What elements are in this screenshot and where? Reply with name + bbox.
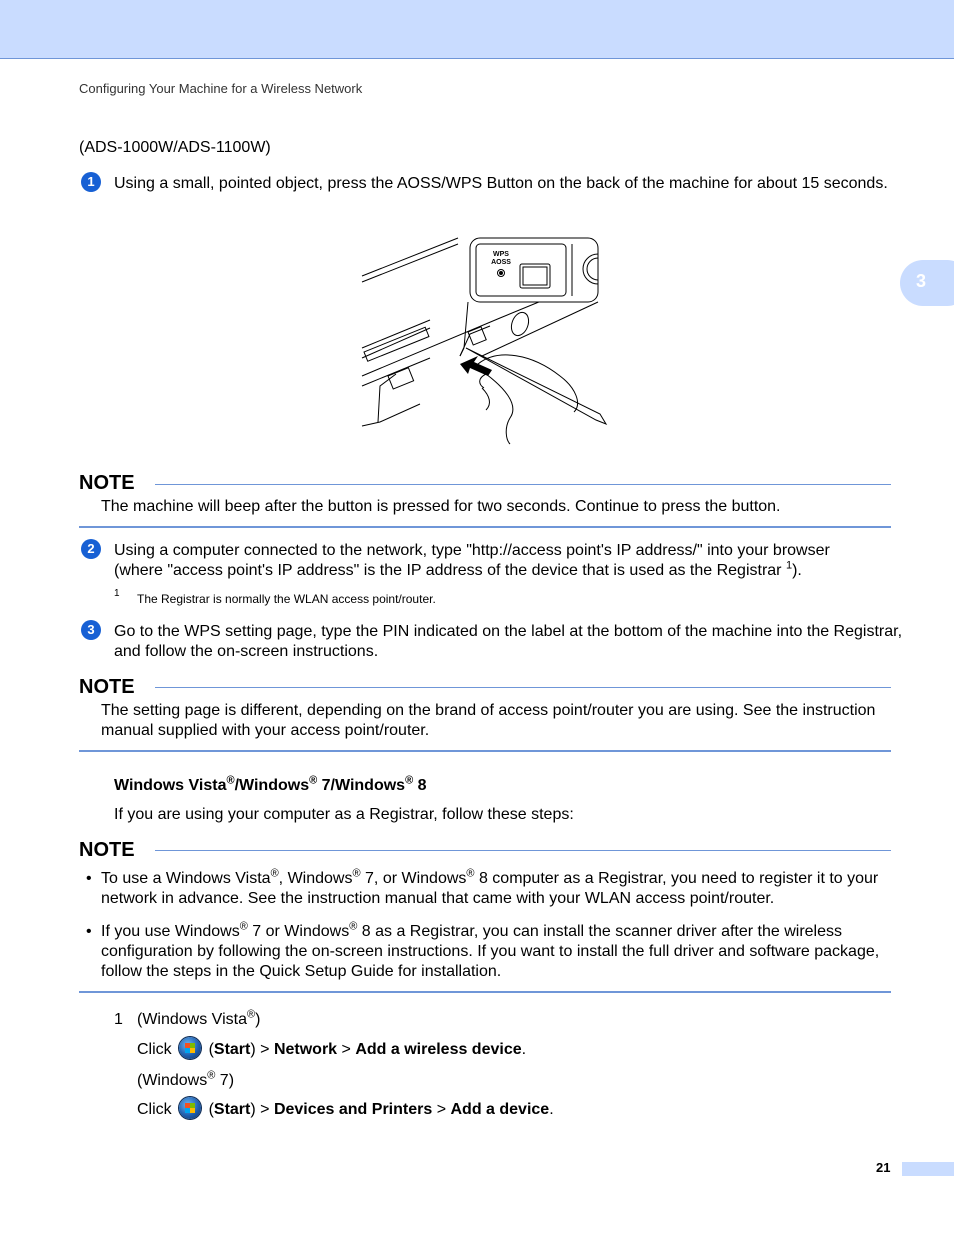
step-1-text: Using a small, pointed object, press the AOSS/WPS Button on the back of the machine for about 15 seconds. bbox=[114, 175, 888, 192]
step-badge-2: 2 bbox=[81, 539, 101, 559]
instruction-number: 1 bbox=[114, 1011, 123, 1028]
reg-mark: ® bbox=[207, 1069, 216, 1082]
reg-mark: ® bbox=[466, 867, 475, 880]
note-rule-1 bbox=[155, 484, 891, 485]
note-end-rule-2 bbox=[79, 750, 891, 752]
note-rule-2 bbox=[155, 687, 891, 688]
click-text: Click bbox=[137, 1101, 172, 1118]
add-wireless-device-label: Add a wireless device bbox=[355, 1041, 522, 1058]
note-2-text: The setting page is different, depending on the brand of access point/router you are using. See the instruction manual supplied with your access point/router. bbox=[101, 702, 876, 739]
paren: ( bbox=[208, 1101, 214, 1118]
bullet-2-part: 7 or Windows bbox=[247, 923, 350, 940]
step-badge-3: 3 bbox=[81, 620, 101, 640]
subsection-heading bbox=[114, 776, 427, 796]
footnote-ref: 1 bbox=[785, 559, 793, 572]
windows-start-icon bbox=[179, 1037, 201, 1059]
note-title-1: NOTE bbox=[79, 472, 135, 494]
note-1-text: The machine will beep after the button is pressed for two seconds. Continue to press the button. bbox=[101, 498, 781, 515]
bullet-1-part: To use a Windows Vista bbox=[101, 870, 271, 887]
reg-mark: ® bbox=[270, 867, 279, 880]
bullet-2: • bbox=[86, 923, 92, 940]
vista-label bbox=[137, 1010, 260, 1030]
reg-mark: ® bbox=[349, 920, 358, 933]
note-3-bullet-2 bbox=[101, 922, 893, 982]
step-3-text: Go to the WPS setting page, type the PIN indicated on the label at the bottom of the machine into the Registrar, and follow the on-screen instructions. bbox=[114, 623, 903, 660]
win7-label-part: (Windows bbox=[137, 1072, 208, 1089]
subsection-intro: If you are using your computer as a Registrar, follow these steps: bbox=[114, 806, 574, 823]
paren: ( bbox=[208, 1041, 214, 1058]
note-end-rule-1 bbox=[79, 526, 891, 528]
period: . bbox=[521, 1041, 527, 1058]
reg-mark: ® bbox=[309, 774, 318, 787]
running-header: Configuring Your Machine for a Wireless Network bbox=[79, 81, 363, 96]
vista-click-path bbox=[137, 1037, 526, 1060]
bullet-1-part: 7, or Windows bbox=[360, 870, 467, 887]
start-menu-label: Start bbox=[213, 1041, 251, 1058]
subsection-heading-part: 8 bbox=[413, 777, 427, 794]
vista-label-part: (Windows Vista bbox=[137, 1011, 247, 1028]
footnote-text: The Registrar is normally the WLAN access point/router. bbox=[137, 592, 436, 606]
reg-mark: ® bbox=[405, 774, 414, 787]
start-menu-label: Start bbox=[213, 1101, 251, 1118]
subsection-heading-part: /Windows bbox=[234, 777, 310, 794]
note-end-rule-3 bbox=[79, 991, 891, 993]
bullet-2-part: 8 as a Registrar, you can install the scanner driver after the wireless configuration by following the on-screen instructions. If you want to install the full driver and software package, follow the steps in the Quick Setup Guide for installation. bbox=[101, 923, 880, 980]
win7-label-part: 7) bbox=[215, 1072, 235, 1089]
bullet-1-part: , Windows bbox=[278, 870, 353, 887]
subsection-heading-part: Windows Vista bbox=[114, 777, 227, 794]
vista-label-part: ) bbox=[255, 1011, 261, 1028]
reg-mark: ® bbox=[239, 920, 248, 933]
model-label: (ADS-1000W/ADS-1100W) bbox=[79, 139, 271, 156]
bullet-1: • bbox=[86, 870, 92, 887]
step-2-text bbox=[114, 541, 914, 581]
reg-mark: ® bbox=[226, 774, 235, 787]
step-2-line-2-end: ). bbox=[792, 562, 802, 579]
aoss-label: AOSS bbox=[491, 259, 511, 266]
separator: > bbox=[436, 1101, 447, 1118]
bullet-1-part: 8 computer as a Registrar, you need to register it to your network in advance. See the instruction manual that came with your WLAN access point/router. bbox=[101, 870, 879, 907]
subsection-heading-part: 7/Windows bbox=[317, 777, 406, 794]
chapter-number: 3 bbox=[916, 271, 927, 291]
click-text: Click bbox=[137, 1041, 172, 1058]
header-band bbox=[0, 0, 954, 59]
note-rule-3 bbox=[155, 850, 891, 851]
windows-start-icon bbox=[179, 1097, 201, 1119]
page-number-bar bbox=[902, 1162, 954, 1176]
aoss-button-illustration bbox=[360, 236, 610, 446]
reg-mark: ® bbox=[246, 1008, 256, 1021]
note-3-bullet-1 bbox=[101, 869, 893, 909]
separator: ) > bbox=[250, 1041, 270, 1058]
chapter-tab bbox=[900, 260, 954, 306]
note-title-3: NOTE bbox=[79, 839, 135, 861]
footnote-number: 1 bbox=[114, 588, 120, 599]
note-title-2: NOTE bbox=[79, 676, 135, 698]
reg-mark: ® bbox=[352, 867, 361, 880]
bullet-2-part: If you use Windows bbox=[101, 923, 240, 940]
step-2-line-1: Using a computer connected to the network, type "http://access point's IP address/" into your browser bbox=[114, 542, 830, 559]
devices-and-printers-label: Devices and Printers bbox=[273, 1101, 433, 1118]
step-2-line-2: (where "access point's IP address" is the IP address of the device that is used as the Registrar bbox=[114, 562, 782, 579]
page-number: 21 bbox=[876, 1160, 891, 1175]
network-menu-label: Network bbox=[273, 1041, 338, 1058]
step-badge-1: 1 bbox=[81, 172, 101, 192]
period: . bbox=[549, 1101, 554, 1118]
add-a-device-label: Add a device bbox=[450, 1101, 550, 1118]
separator: ) > bbox=[250, 1101, 270, 1118]
win7-label bbox=[137, 1071, 234, 1091]
separator: > bbox=[341, 1041, 351, 1058]
wps-label: WPS bbox=[493, 251, 509, 258]
win7-click-path bbox=[137, 1097, 554, 1120]
